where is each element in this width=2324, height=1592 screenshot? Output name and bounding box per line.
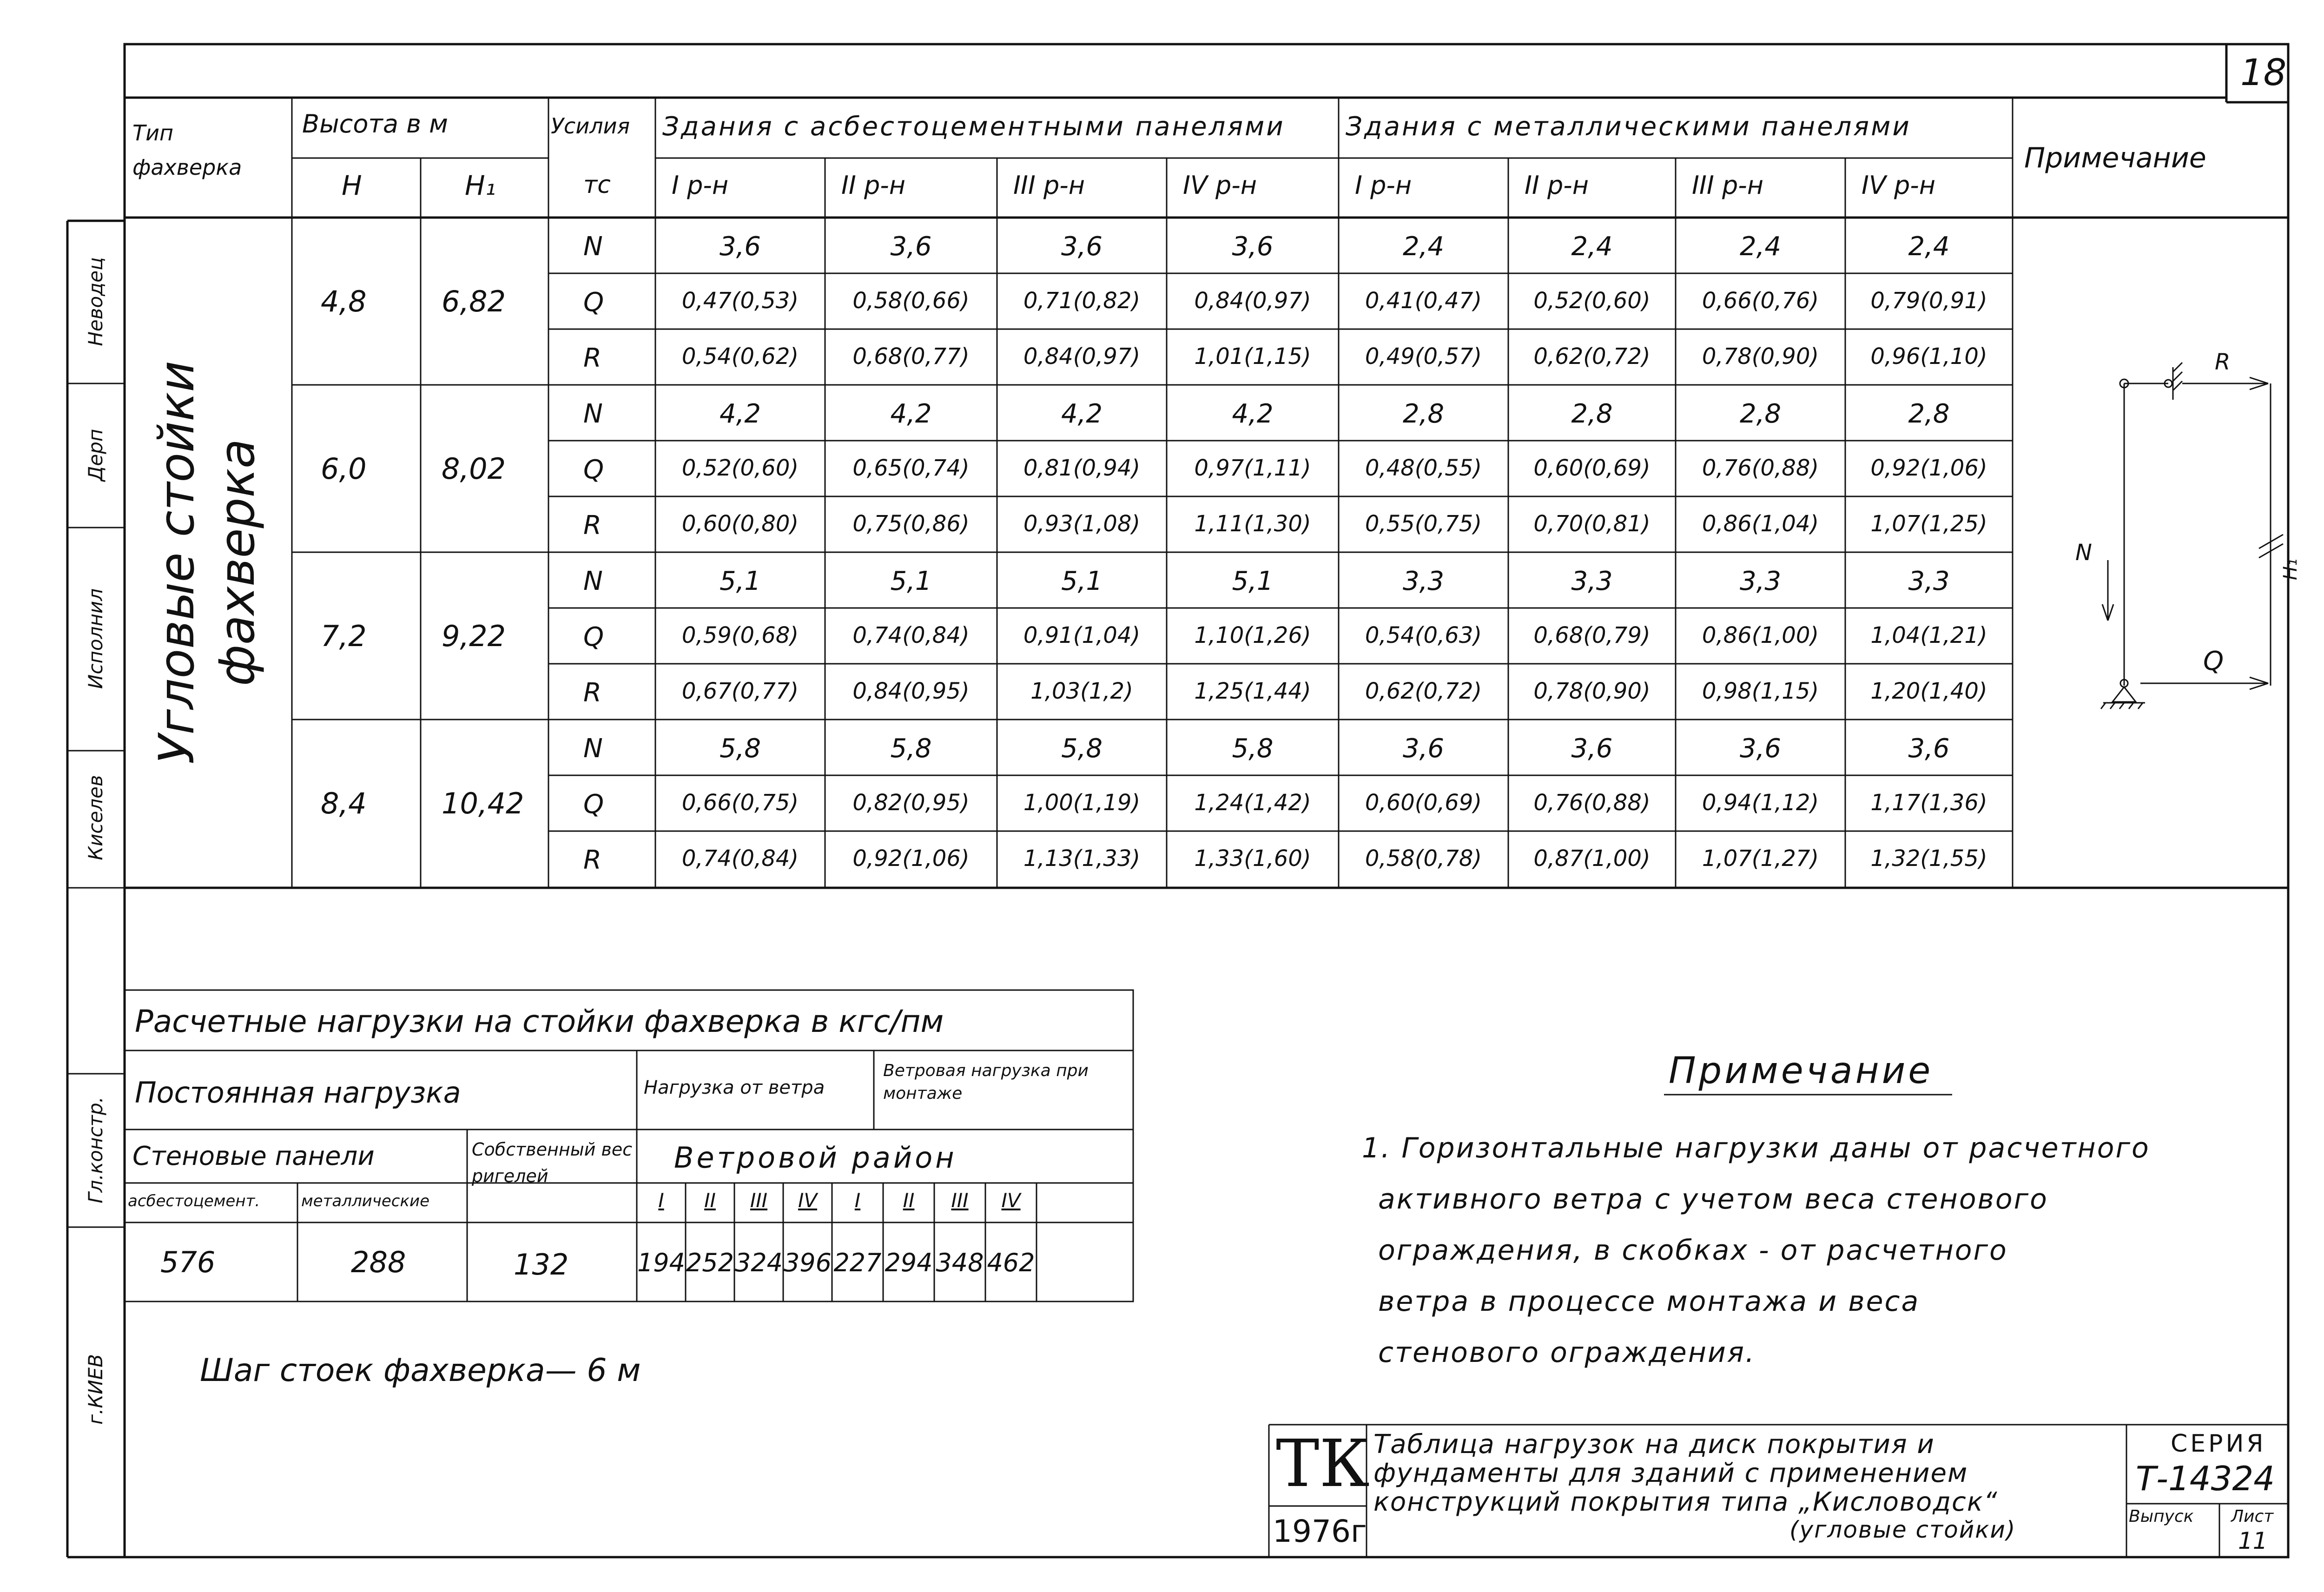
series-number: Т-14324 [2136, 1459, 2275, 1498]
sheet-number: 18 [2240, 52, 2287, 94]
table-cell: 0,78(0,90) [1533, 678, 1651, 704]
force-label: R [583, 678, 601, 708]
table-cell: 2,4 [1908, 231, 1950, 262]
table-cell: 0,78(0,90) [1702, 344, 1819, 370]
force-label: Q [583, 455, 604, 485]
diagram-label-h1: H₁ [2280, 558, 2302, 581]
height-h: 8,4 [321, 786, 367, 820]
height-h: 6,0 [321, 452, 367, 486]
step-note: Шаг стоек фахверка— 6 м [200, 1352, 641, 1389]
stamp-entry: Неводец [84, 257, 107, 346]
loads-wind-value: 396 [783, 1248, 832, 1277]
table-cell: 1,20(1,40) [1870, 678, 1987, 704]
table-cell: 0,76(0,88) [1702, 455, 1819, 481]
loads-metal: металлические [301, 1192, 430, 1210]
table-cell: 0,62(0,72) [1365, 678, 1482, 704]
table-cell: 3,6 [1908, 733, 1950, 764]
diagram-label-r: R [2215, 349, 2231, 375]
table-cell: 1,24(1,42) [1194, 790, 1311, 816]
note-line: стенового ограждения. [1378, 1336, 1756, 1369]
table-cell: 0,62(0,72) [1533, 344, 1651, 370]
region-header: II р-н [841, 171, 906, 200]
table-cell: 0,54(0,63) [1365, 622, 1482, 648]
table-cell: 2,8 [1739, 399, 1782, 429]
loads-region: I [658, 1189, 664, 1212]
table-cell: 0,49(0,57) [1365, 344, 1482, 370]
table-cell: 4,2 [1061, 399, 1103, 429]
diagram-label-q: Q [2203, 646, 2224, 676]
table-cell: 0,66(0,75) [681, 790, 799, 816]
table-cell: 0,81(0,94) [1023, 455, 1141, 481]
table-cell: 1,07(1,27) [1702, 846, 1819, 872]
title-line: (угловые стойки) [1789, 1516, 2016, 1543]
region-header: III р-н [1692, 171, 1764, 200]
stamp-entry: Исполнил [84, 588, 107, 689]
table-cell: 0,97(1,11) [1194, 455, 1311, 481]
force-label: R [583, 343, 601, 373]
table-cell: 2,4 [1571, 231, 1613, 262]
table-cell: 1,03(1,2) [1030, 678, 1133, 704]
loads-value-own: 132 [514, 1248, 569, 1282]
table-cell: 1,33(1,60) [1194, 846, 1311, 872]
table-cell: 0,47(0,53) [681, 288, 799, 314]
force-label: R [583, 510, 601, 541]
table-cell: 0,84(0,97) [1194, 288, 1311, 314]
table-cell: 0,92(1,06) [1870, 455, 1987, 481]
table-cell: 1,32(1,55) [1870, 846, 1987, 872]
loads-wind-value: 294 [885, 1248, 933, 1277]
header-type: Тип фахверка [132, 120, 242, 180]
table-cell: 0,60(0,69) [1365, 790, 1482, 816]
force-label: N [583, 733, 603, 764]
table-cell: 0,75(0,86) [852, 511, 970, 537]
loads-wind-value: 227 [833, 1248, 882, 1277]
diagram-label-n: N [2075, 540, 2092, 566]
org-logo: ТК [1276, 1426, 1370, 1502]
table-cell: 0,55(0,75) [1365, 511, 1482, 537]
table-cell: 3,6 [1232, 231, 1274, 262]
header-metal: Здания с металлическими панелями [1346, 112, 1911, 142]
table-cell: 1,25(1,44) [1194, 678, 1311, 704]
table-cell: 0,84(0,95) [852, 678, 970, 704]
table-cell: 0,66(0,76) [1702, 288, 1819, 314]
height-h: 4,8 [321, 284, 367, 318]
table-cell: 2,4 [1739, 231, 1782, 262]
loads-value-asbestos: 576 [160, 1245, 216, 1279]
table-cell: 5,1 [719, 566, 761, 596]
loads-region: III [750, 1189, 768, 1212]
table-cell: 0,58(0,66) [852, 288, 970, 314]
table-cell: 0,54(0,62) [681, 344, 799, 370]
loads-region: IV [798, 1189, 818, 1212]
table-cell: 2,8 [1402, 399, 1445, 429]
table-cell: 0,86(1,04) [1702, 511, 1819, 537]
header-force: Усилия [551, 113, 630, 139]
table-cell: 4,2 [1232, 399, 1274, 429]
table-cell: 0,79(0,91) [1870, 288, 1987, 314]
force-label: Q [583, 789, 604, 819]
table-cell: 0,58(0,78) [1365, 846, 1482, 872]
loads-wind-value: 348 [936, 1248, 984, 1277]
table-cell: 0,70(0,81) [1533, 511, 1651, 537]
table-cell: 5,1 [1232, 566, 1274, 596]
table-cell: 0,84(0,97) [1023, 344, 1141, 370]
issue-label: Выпуск [2129, 1507, 2194, 1526]
loads-region: III [951, 1189, 969, 1212]
loads-region: IV [1001, 1189, 1021, 1212]
force-label: R [583, 845, 601, 875]
table-cell: 3,3 [1908, 566, 1950, 596]
force-label: Q [583, 622, 604, 652]
table-cell: 1,10(1,26) [1194, 622, 1311, 648]
table-cell: 1,17(1,36) [1870, 790, 1987, 816]
loads-region: II [903, 1189, 915, 1212]
height-h1: 8,02 [442, 452, 506, 486]
note-line: ограждения, в скобках - от расчетного [1378, 1234, 2008, 1267]
table-cell: 5,8 [719, 733, 761, 764]
table-cell: 0,60(0,80) [681, 511, 799, 537]
table-cell: 1,00(1,19) [1023, 790, 1141, 816]
sheet-index: 11 [2238, 1527, 2268, 1554]
loads-wind-value: 324 [734, 1248, 783, 1277]
table-cell: 3,3 [1571, 566, 1613, 596]
table-cell: 3,6 [1061, 231, 1103, 262]
header-force-unit: тс [583, 171, 611, 199]
title-line: конструкций покрытия типа „Кисловодск“ [1373, 1487, 1998, 1517]
table-cell: 3,6 [890, 231, 932, 262]
table-cell: 0,41(0,47) [1365, 288, 1482, 314]
table-cell: 0,48(0,55) [1365, 455, 1482, 481]
loads-wind-value: 194 [637, 1248, 686, 1277]
title-line: фундаменты для зданий с применением [1373, 1458, 1968, 1488]
loads-wind-value: 462 [987, 1248, 1035, 1277]
table-cell: 0,74(0,84) [852, 622, 970, 648]
table-cell: 0,76(0,88) [1533, 790, 1651, 816]
region-header: II р-н [1525, 171, 1589, 200]
table-cell: 0,87(1,00) [1533, 846, 1651, 872]
table-cell: 0,82(0,95) [852, 790, 970, 816]
stamp-entry: г.КИЕВ [84, 1354, 107, 1425]
table-cell: 0,93(1,08) [1023, 511, 1141, 537]
loads-wind-region: Ветровой район [674, 1141, 957, 1175]
sheet-label: Лист [2231, 1507, 2274, 1526]
loads-wind: Нагрузка от ветра [644, 1077, 825, 1098]
table-cell: 3,6 [1739, 733, 1782, 764]
region-header: I р-н [1355, 171, 1412, 200]
table-cell: 1,07(1,25) [1870, 511, 1987, 537]
table-cell: 5,8 [890, 733, 932, 764]
table-cell: 5,1 [1061, 566, 1103, 596]
force-label: Q [583, 287, 604, 317]
stamp-entry: Дерп [84, 429, 107, 482]
table-cell: 0,59(0,68) [681, 622, 799, 648]
table-cell: 0,94(1,12) [1702, 790, 1819, 816]
loads-permanent: Постоянная нагрузка [135, 1076, 461, 1110]
title-line: Таблица нагрузок на диск покрытия и [1373, 1429, 1935, 1460]
table-cell: 0,98(1,15) [1702, 678, 1819, 704]
row-type-label: Угловые стойки фахверка [148, 361, 265, 764]
table-cell: 0,67(0,77) [681, 678, 799, 704]
table-cell: 0,52(0,60) [1533, 288, 1651, 314]
table-cell: 3,3 [1739, 566, 1782, 596]
loads-region: I [854, 1189, 861, 1212]
table-cell: 3,3 [1402, 566, 1445, 596]
table-cell: 0,71(0,82) [1023, 288, 1141, 314]
note-line: 1. Горизонтальные нагрузки даны от расчетного [1362, 1132, 2150, 1164]
loads-wall-panels: Стеновые панели [132, 1141, 375, 1171]
table-cell: 0,65(0,74) [852, 455, 970, 481]
table-cell: 5,8 [1232, 733, 1274, 764]
loads-wind-value: 252 [686, 1248, 734, 1277]
table-cell: 0,92(1,06) [852, 846, 970, 872]
loads-value-metal: 288 [351, 1245, 406, 1279]
table-cell: 4,2 [890, 399, 932, 429]
table-cell: 0,52(0,60) [681, 455, 799, 481]
height-h1: 10,42 [442, 786, 524, 820]
height-h1: 6,82 [442, 284, 506, 318]
loads-asbestos: асбестоцемент. [128, 1192, 260, 1210]
stamp-entry: Киселев [84, 775, 107, 860]
table-cell: 2,4 [1402, 231, 1445, 262]
series-label: СЕРИЯ [2171, 1430, 2266, 1458]
header-note: Примечание [2024, 142, 2206, 174]
table-cell: 5,8 [1061, 733, 1103, 764]
table-cell: 1,01(1,15) [1194, 344, 1311, 370]
table-cell: 0,68(0,79) [1533, 622, 1651, 648]
note-title: Примечание [1669, 1050, 1934, 1092]
region-header: I р-н [672, 171, 729, 200]
table-cell: 0,96(1,10) [1870, 344, 1987, 370]
force-label: N [583, 566, 603, 596]
height-h: 7,2 [321, 619, 367, 653]
header-height: Высота в м [302, 109, 448, 139]
note-line: ветра в процессе монтажа и веса [1378, 1285, 1920, 1318]
region-header: III р-н [1013, 171, 1085, 200]
table-cell: 3,6 [1571, 733, 1613, 764]
table-cell: 2,8 [1571, 399, 1613, 429]
loads-own-weight: Собственный вес ригелей [472, 1139, 633, 1186]
loads-region: II [704, 1189, 716, 1212]
header-h: H [342, 170, 362, 201]
table-cell: 2,8 [1908, 399, 1950, 429]
table-cell: 0,68(0,77) [852, 344, 970, 370]
org-year: 1976г [1273, 1513, 1367, 1549]
region-header: IV р-н [1862, 171, 1936, 200]
table-cell: 0,74(0,84) [681, 846, 799, 872]
stamp-entry: Гл.констр. [84, 1097, 107, 1203]
force-label: N [583, 399, 603, 429]
region-header: IV р-н [1183, 171, 1257, 200]
height-h1: 9,22 [442, 619, 506, 653]
header-h1: H₁ [465, 170, 496, 201]
table-cell: 0,60(0,69) [1533, 455, 1651, 481]
loads-wind-mount: Ветровая нагрузка при монтаже [883, 1061, 1089, 1103]
table-cell: 1,13(1,33) [1023, 846, 1141, 872]
force-label: N [583, 231, 603, 262]
table-cell: 3,6 [719, 231, 761, 262]
table-cell: 5,1 [890, 566, 932, 596]
loads-title: Расчетные нагрузки на стойки фахверка в кгс/пм [135, 1004, 944, 1039]
table-cell: 0,86(1,00) [1702, 622, 1819, 648]
table-cell: 4,2 [719, 399, 761, 429]
table-cell: 0,91(1,04) [1023, 622, 1141, 648]
table-cell: 1,04(1,21) [1870, 622, 1987, 648]
note-line: активного ветра с учетом веса стенового [1378, 1183, 2048, 1215]
header-asbestos: Здания с асбестоцементными панелями [662, 112, 1285, 142]
table-cell: 1,11(1,30) [1194, 511, 1311, 537]
table-cell: 3,6 [1402, 733, 1445, 764]
